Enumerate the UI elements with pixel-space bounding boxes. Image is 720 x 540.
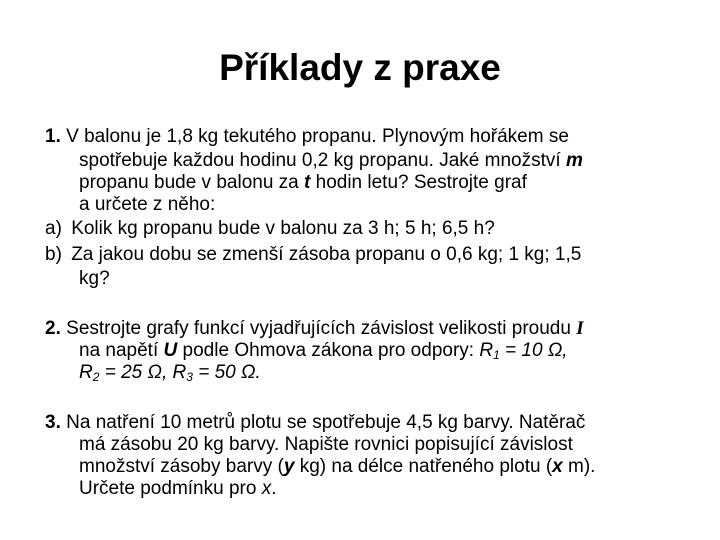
problem-1a: [45, 218, 495, 239]
problem-3-number: 3.: [45, 412, 61, 433]
problem-3-var-x2: x: [261, 478, 272, 499]
problem-1-line-1: [45, 126, 569, 147]
problem-3-var-y: y: [283, 456, 295, 477]
problem-2-line-1: [45, 318, 584, 339]
problem-1a-text: Kolik kg propanu bude v balonu za 3 h; 5 h; 6,5 h?: [71, 218, 495, 239]
problem-1-var-m: m: [565, 150, 583, 171]
problem-1b: [45, 244, 581, 265]
r1-subscript: 1: [493, 348, 500, 362]
r3-letter: R: [172, 362, 187, 383]
r1-letter: R: [479, 340, 494, 361]
problem-2-number: 2.: [45, 318, 61, 339]
problem-2-text-2a: na napětí: [79, 340, 159, 361]
problem-2-text-1: Sestrojte grafy funkcí vyjadřujících závislost velikosti proudu: [66, 318, 571, 339]
problem-1-number: 1.: [45, 126, 61, 147]
r1-value: = 10 Ω,: [499, 340, 568, 361]
problem-3-line-4: [79, 478, 276, 499]
problem-3-text-4b: .: [271, 478, 277, 499]
problem-1-text-4: a určete z něho:: [79, 194, 216, 215]
problem-2-text-2b: podle Ohmova zákona pro odpory:: [182, 340, 475, 361]
problem-1-line-3: [79, 172, 527, 193]
problem-2-line-3: [79, 362, 261, 383]
r2-subscript: 2: [92, 370, 100, 384]
problem-1-var-t: t: [304, 172, 311, 193]
r3-subscript: 3: [186, 370, 193, 384]
problem-3-text-4a: Určete podmínku pro: [79, 478, 257, 499]
problem-2-r3: [173, 362, 261, 383]
problem-3-var-x: x: [552, 456, 563, 477]
r3-value: = 50 Ω.: [192, 362, 261, 383]
problem-1-line-4: [79, 194, 215, 215]
problem-1-text-3b: hodin letu? Sestrojte graf: [315, 172, 527, 193]
r2-value: = 25 Ω,: [99, 362, 168, 383]
problem-3-text-1: Na natření 10 metrů plotu se spotřebuje 4,5 kg barvy. Natěrač: [66, 412, 586, 433]
problem-3-text-3b: kg) na délce natřeného plotu (: [294, 456, 553, 477]
problem-3-line-3: [79, 456, 595, 477]
problem-2-var-I: I: [576, 318, 584, 339]
problem-3-line-1: [45, 412, 585, 433]
problem-1b-line-2: [79, 268, 110, 289]
problem-3-text-3a: množství zásoby barvy (: [79, 456, 284, 477]
problem-1-text-1: V balonu je 1,8 kg tekutého propanu. Plynovým hořákem se: [66, 126, 569, 147]
problem-1b-marker: b): [45, 244, 62, 265]
problem-3-text-2: má zásobu 20 kg barvy. Napište rovnici popisující závislost: [79, 434, 573, 455]
problem-2-line-2: [79, 340, 568, 361]
problem-1-text-2: spotřebuje každou hodinu 0,2 kg propanu. Jaké množství: [79, 150, 561, 171]
problem-3-line-2: [79, 434, 573, 455]
problem-1b-text: Za jakou dobu se zmenší zásoba propanu o 0,6 kg; 1 kg; 1,5: [71, 244, 582, 265]
problem-1-line-2: [79, 150, 583, 171]
problem-1b-text-2: kg?: [79, 268, 110, 289]
problem-1a-marker: a): [45, 218, 62, 239]
r2-letter: R: [79, 362, 93, 383]
problem-2-var-U: U: [163, 340, 178, 361]
problem-3-text-3c: m).: [562, 456, 596, 477]
slide-title: Příklady z praxe: [219, 47, 501, 88]
problem-2-r2: [79, 362, 167, 383]
problem-1-text-3a: propanu bude v balonu za: [79, 172, 299, 193]
problem-2-r1: [479, 340, 567, 361]
